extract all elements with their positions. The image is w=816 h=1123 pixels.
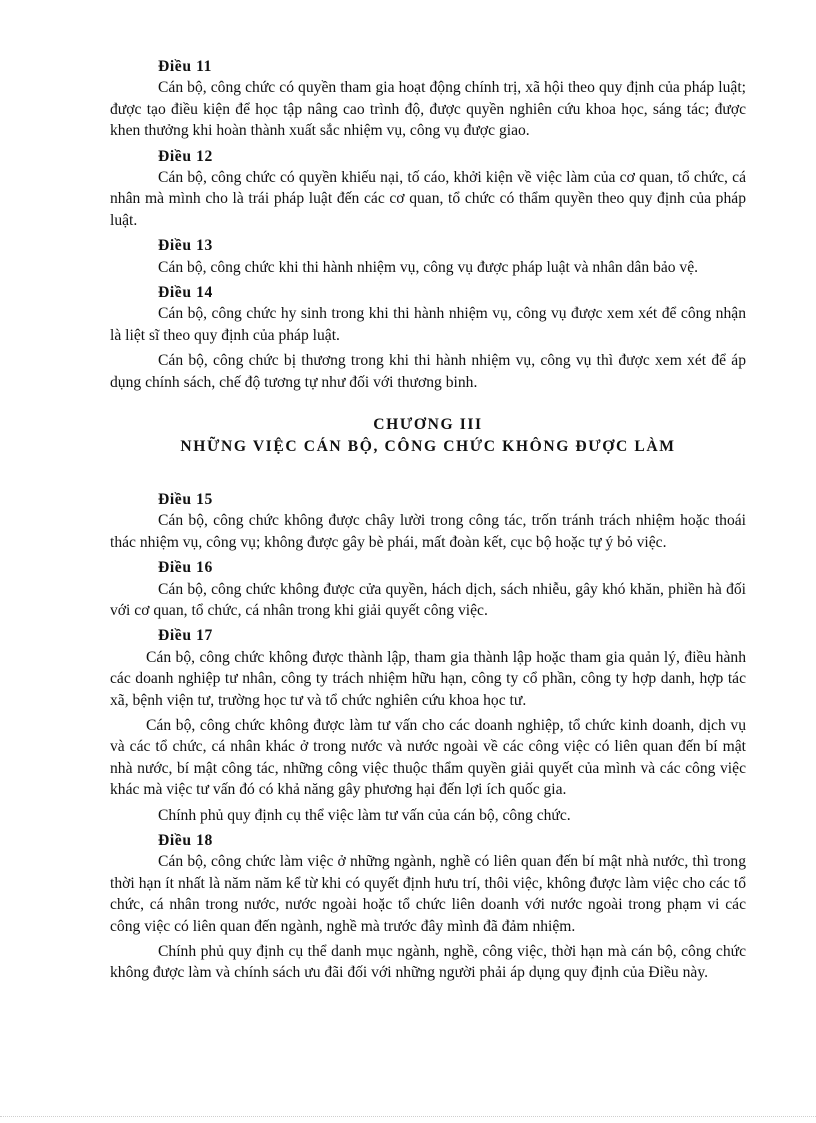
chapter-number: CHƯƠNG III: [373, 416, 483, 434]
article-17-paragraph-1: Cán bộ, công chức không được thành lập, tham gia thành lập hoặc tham gia quản lý, điều hành các doanh nghiệp tư nhân, công ty trách nhiệm hữu hạn, công ty cổ phần, công ty hợp danh, hợp tác xã, bệnh viện tư, trường học tư và tổ chức nghiên cứu khoa học tư.: [110, 648, 746, 709]
chapter-title: NHỮNG VIỆC CÁN BỘ, CÔNG CHỨC KHÔNG ĐƯỢC LÀM: [180, 437, 676, 455]
article-13-paragraph: Cán bộ, công chức khi thi hành nhiệm vụ, công vụ được pháp luật và nhân dân bảo vệ.: [158, 258, 699, 276]
article-13-heading: Điều 13: [158, 237, 213, 255]
article-17-paragraph-2: Cán bộ, công chức không được làm tư vấn cho các doanh nghiệp, tổ chức kinh doanh, dịch vụ và các tổ chức, cá nhân khác ở trong nước và nước ngoài về các công việc có liên quan đến bí mật nhà nước, bí mật công tác, những công việc thuộc thẩm quyền giải quyết của mình và các công việc khác mà việc tư vấn đó có khả năng gây phương hại đến lợi ích quốc gia.: [110, 716, 746, 799]
article-17-paragraph-3: Chính phủ quy định cụ thể việc làm tư vấn của cán bộ, công chức.: [158, 806, 571, 824]
page-bottom-rule: [0, 1116, 816, 1117]
article-15-paragraph: Cán bộ, công chức không được chây lười trong công tác, trốn tránh trách nhiệm hoặc thoái thác nhiệm vụ, công vụ; không được gây bè phái, mất đoàn kết, cục bộ hoặc tự ý bỏ việc.: [110, 512, 746, 551]
article-12-heading: Điều 12: [158, 147, 213, 165]
article-16-paragraph: Cán bộ, công chức không được cửa quyền, hách dịch, sách nhiễu, gây khó khăn, phiền hà đối với cơ quan, tổ chức, cá nhân trong khi giải quyết công việc.: [110, 580, 746, 619]
article-14-paragraph-2: Cán bộ, công chức bị thương trong khi thi hành nhiệm vụ, công vụ thì được xem xét để áp dụng chính sách, chế độ tương tự như đối với thương binh.: [110, 352, 746, 391]
article-12-paragraph: Cán bộ, công chức có quyền khiếu nại, tố cáo, khởi kiện về việc làm của cơ quan, tổ chức, cá nhân mà mình cho là trái pháp luật đến các cơ quan, tổ chức có thẩm quyền theo quy định của pháp luật.: [110, 169, 746, 229]
article-16-heading: Điều 16: [158, 559, 213, 577]
article-18-paragraph-2: Chính phủ quy định cụ thể danh mục ngành, nghề, công việc, thời hạn mà cán bộ, công chức không được làm và chính sách ưu đãi đối với những người phải áp dụng quy định của Điều này.: [110, 943, 746, 982]
document-page: [110, 52, 746, 988]
article-17-heading: Điều 17: [158, 627, 213, 645]
article-11-heading: Điều 11: [158, 58, 213, 75]
article-18-paragraph-1: Cán bộ, công chức làm việc ở những ngành, nghề có liên quan đến bí mật nhà nước, thì trong thời hạn ít nhất là năm năm kể từ khi có quyết định hưu trí, thôi việc, không được làm việc cho các tổ chức, cá nhân trong nước, nước ngoài hoặc tổ chức liên doanh với nước ngoài trong phạm vi các công việc có liên quan đến ngành, nghề mà trước đây mình đã đảm nhiệm.: [110, 853, 746, 935]
article-14-paragraph-1: Cán bộ, công chức hy sinh trong khi thi hành nhiệm vụ, công vụ được xem xét để công nhận là liệt sĩ theo quy định của pháp luật.: [110, 305, 746, 344]
article-15-heading: Điều 15: [158, 490, 213, 508]
article-11-paragraph: Cán bộ, công chức có quyền tham gia hoạt động chính trị, xã hội theo quy định của pháp luật; được tạo điều kiện để học tập nâng cao trình độ, được quyền nghiên cứu khoa học, sáng tác; được khen thưởng khi hoàn thành xuất sắc nhiệm vụ, công vụ được giao.: [110, 79, 746, 140]
article-18-heading: Điều 18: [158, 832, 213, 849]
article-14-heading: Điều 14: [158, 284, 213, 302]
